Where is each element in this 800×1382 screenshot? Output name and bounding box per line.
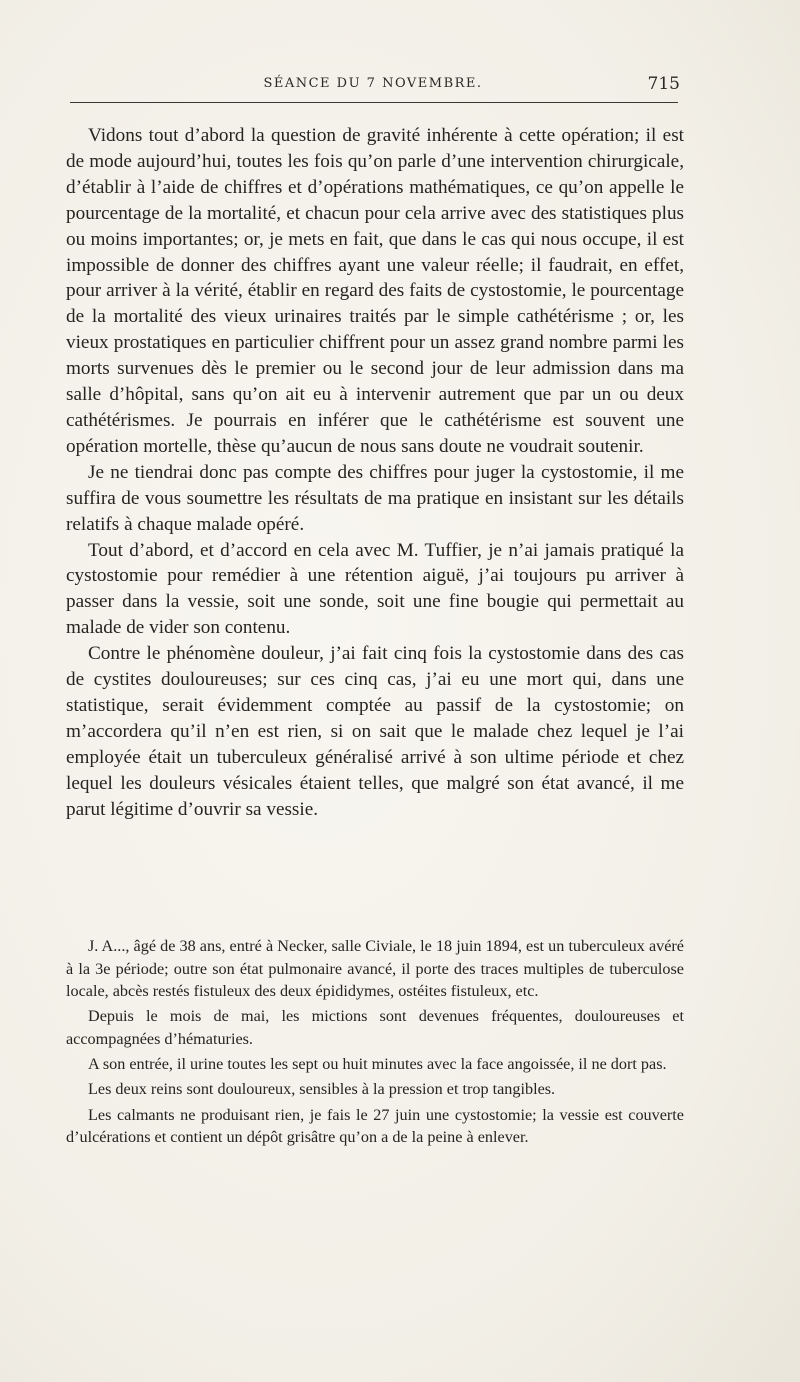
- paragraph-figures: Je ne tiendrai donc pas compte des chiffres pour juger la cystostomie, il me suffira de vous soumettre les résultats de ma pratique en insistant sur les détails relatifs à chaque malade opéré.: [66, 461, 684, 535]
- running-head-title: SÉANCE DU 7 NOVEMBRE.: [263, 76, 483, 91]
- running-head: [66, 74, 680, 98]
- paragraph-gravity: Vidons tout d’abord la question de gravité inhérente à cette opération; il est de mode aujourd’hui, toutes les fois qu’on parle d’une intervention chirurgicale, d’établir à l’aide de chiffres et d’opérations mathématiques, ce qu’on appelle le pourcentage de la mortalité, et chacun pour cela arrive avec des statistiques plus ou moins importantes; or, je mets en fait, que dans le cas qui nous occupe, il est impossible de donner des chiffres ayant une valeur réelle; il faudrait, en effet, pour arriver à la vérité, établir en regard des faits de cystostomie, le pourcentage de la mortalité des vieux urinaires traités par le simple cathétérisme ; or, les vieux prostatiques en particulier chiffrent pour un assez grand nombre parmi les morts survenues dès le premier ou le second jour de leur admission dans ma salle d’hôpital, sans qu’on ait eu à intervenir autrement que par un ou deux cathétérismes. Je pourrais en inférer que le cathétérisme est souvent une opération mortelle, thèse qu’aucun de nous sans doute ne voudrait soutenir.: [66, 125, 684, 457]
- case-paragraph-cystostomy: Les calmants ne produisant rien, je fais le 27 juin une cystostomie; la vessie est couverte d’ulcérations et contient un dépôt grisâtre qu’on a de la peine à enlever.: [66, 1105, 684, 1147]
- case-paragraph-admission: A son entrée, il urine toutes les sept ou huit minutes avec la face angoissée, il ne dort pas.: [88, 1055, 667, 1074]
- case-paragraph-patient: J. A..., âgé de 38 ans, entré à Necker, salle Civiale, le 18 juin 1894, est un tuberculeux avéré à la 3e période; outre son état pulmonaire avancé, il porte des traces multiples de tuberculose locale, abcès restés fistuleux des deux épididymes, ostéites fistuleux, etc.: [66, 937, 684, 1001]
- case-paragraph-mictions: Depuis le mois de mai, les mictions sont devenues fréquentes, douloureuses et accompagnées d’hématuries.: [66, 1007, 684, 1048]
- main-text: [66, 123, 684, 822]
- paragraph-pain: Contre le phénomène douleur, j’ai fait cinq fois la cystostomie dans des cas de cystites douloureuses; sur ces cinq cas, j’ai eu une mort qui, dans une statistique, serait évidemment comptée au passif de la cystostomie; on m’accordera qu’il n’en est rien, si on sait que le malade chez lequel je l’ai employée était un tuberculeux généralisé arrivé à son ultime période et chez lequel les douleurs vésicales étaient telles, que malgré son état avancé, il me parut légitime d’ouvrir sa vessie.: [66, 643, 684, 820]
- case-paragraph-kidneys: Les deux reins sont douloureux, sensibles à la pression et trop tangibles.: [88, 1080, 556, 1099]
- header-rule: [70, 102, 678, 103]
- case-report: [66, 935, 684, 1149]
- paragraph-retention: Tout d’abord, et d’accord en cela avec M. Tuffier, je n’ai jamais pratiqué la cystostomie pour remédier à une rétention aiguë, j’ai toujours pu arriver à passer dans la vessie, soit une sonde, soit une fine bougie qui permettait au malade de vider son contenu.: [66, 539, 684, 639]
- page-number: 715: [647, 74, 680, 94]
